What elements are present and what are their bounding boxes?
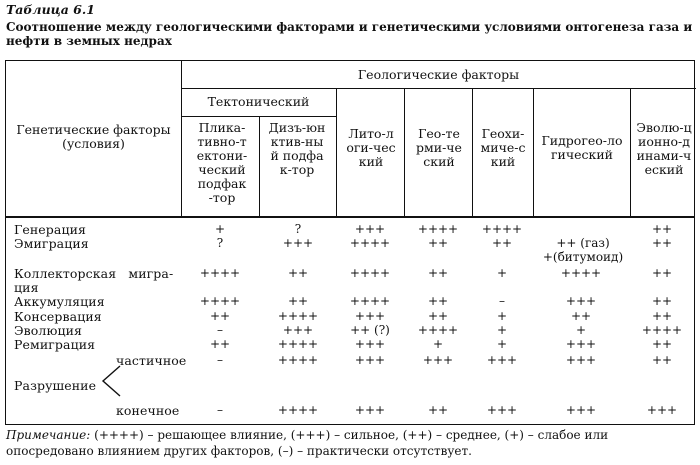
group-header: Геологические факторы xyxy=(357,67,520,82)
table-cell: ++ xyxy=(427,236,449,250)
table-cell: +++ xyxy=(282,236,314,250)
table-cell: ++++ xyxy=(277,353,319,367)
table-cell: ++++ xyxy=(277,337,319,351)
table-cell: ? xyxy=(294,222,302,236)
divider xyxy=(6,216,694,218)
table-cell: +++ xyxy=(565,353,597,367)
table-cell: ++++ xyxy=(277,403,319,417)
table-cell: – xyxy=(217,353,223,367)
data-table xyxy=(5,60,695,425)
table-cell: +++ xyxy=(422,353,454,367)
note-text: (++++) – решающее влияние, (+++) – сильное, (++) – среднее, (+) – слабое или опосредовано влиянием других факторов, (–) – практически отсутствует. xyxy=(6,428,609,458)
table-cell: +++ xyxy=(354,222,386,236)
table-cell: ++ xyxy=(491,236,513,250)
table-cell: ++++ xyxy=(199,294,241,308)
table-cell: + xyxy=(432,337,444,351)
brace-icon xyxy=(100,364,122,398)
table-cell: ++ xyxy=(427,403,449,417)
table-cell: ++ xyxy=(287,294,309,308)
table-cell: ++ xyxy=(287,266,309,280)
table-cell: ++++ xyxy=(199,266,241,280)
table-title: Соотношение между геологическими факторами и генетическими условиями онтогенеза газа и нефти в земных недрах xyxy=(6,20,693,48)
table-cell: ++ xyxy=(209,337,231,351)
table-cell: +++ xyxy=(354,353,386,367)
table-cell: ++ xyxy=(651,266,673,280)
row-label: ция xyxy=(14,280,39,295)
divider xyxy=(181,88,696,89)
table-cell: ++++ xyxy=(349,294,391,308)
table-cell: ++ xyxy=(209,309,231,323)
destruction-label: Разрушение xyxy=(14,378,97,393)
table-cell: ++ xyxy=(651,236,673,250)
col-header-disjunctive: Дизъ-юнктив-ный подфак-тор xyxy=(268,120,326,177)
divider xyxy=(181,61,182,216)
table-cell: +++ xyxy=(646,403,678,417)
row-label: Консервация xyxy=(14,309,102,324)
table-cell: ++++ xyxy=(560,266,602,280)
col-header-geothermal: Гео-терми-ческий xyxy=(416,126,462,169)
table-note xyxy=(6,427,696,459)
table-caption: Таблица 6.1 xyxy=(6,2,95,17)
table-cell: +++ xyxy=(565,294,597,308)
destruction-partial-label: частичное xyxy=(116,353,187,368)
divider xyxy=(259,116,260,216)
table-cell: +++ xyxy=(565,403,597,417)
table-cell: + xyxy=(496,266,508,280)
divider xyxy=(336,88,337,216)
table-cell: +++ xyxy=(486,403,518,417)
table-cell: ++ (?) xyxy=(350,323,390,337)
row-header: Генетические факторы (условия) xyxy=(16,122,171,151)
row-label: Аккумуляция xyxy=(14,294,105,309)
table-cell: + xyxy=(575,323,587,337)
table-cell: ++ xyxy=(427,294,449,308)
table-cell: + xyxy=(496,323,508,337)
table-cell: ++ xyxy=(427,309,449,323)
destruction-final-label: конечное xyxy=(116,403,180,418)
table-cell: ++++ xyxy=(641,323,683,337)
col-header-geochemical: Геохи-миче-ский xyxy=(480,126,526,169)
table-cell: ++ xyxy=(651,353,673,367)
table-cell: +++ xyxy=(354,403,386,417)
tectonic-header: Тектонический xyxy=(207,94,310,109)
table-cell: +++ xyxy=(282,323,314,337)
divider xyxy=(630,88,631,216)
table-cell: +++ xyxy=(354,337,386,351)
table-cell: – xyxy=(217,403,223,417)
table-cell: ++ xyxy=(427,266,449,280)
col-header-plicative: Плика-тивно-тектони-ческий подфак-тор xyxy=(196,120,248,205)
table-cell: ? xyxy=(216,236,224,250)
table-cell: ++ (газ) xyxy=(556,236,610,250)
note-lead: Примечание: xyxy=(6,428,91,442)
divider xyxy=(472,88,473,216)
table-cell: +++ xyxy=(486,353,518,367)
table-cell: ++++ xyxy=(277,309,319,323)
divider xyxy=(533,88,534,216)
table-cell: ++++ xyxy=(481,222,523,236)
table-cell: – xyxy=(499,294,505,308)
table-cell: +++ xyxy=(565,337,597,351)
col-header-hydrogeological: Гидрогео-логический xyxy=(541,133,623,162)
row-label: Эволюция xyxy=(14,323,83,338)
divider xyxy=(404,88,405,216)
table-cell: ++++ xyxy=(349,266,391,280)
row-label: Коллекторская мигра- xyxy=(14,266,174,281)
row-label: Эмиграция xyxy=(14,236,89,251)
table-cell: – xyxy=(217,323,223,337)
col-header-evolutionary: Эволю-ционно-динами-ческий xyxy=(636,120,692,177)
table-cell: + xyxy=(496,309,508,323)
table-cell: +++ xyxy=(354,309,386,323)
table-cell: +(битумоид) xyxy=(542,250,624,264)
table-cell: ++ xyxy=(651,294,673,308)
row-label: Ремиграция xyxy=(14,337,96,352)
table-cell: ++ xyxy=(570,309,592,323)
table-cell: ++ xyxy=(651,309,673,323)
row-label: Генерация xyxy=(14,222,87,237)
col-header-lithologic: Лито-логи-ческий xyxy=(346,126,396,169)
table-cell: ++++ xyxy=(417,222,459,236)
table-cell: ++++ xyxy=(417,323,459,337)
table-cell: + xyxy=(496,337,508,351)
table-cell: ++ xyxy=(651,337,673,351)
table-cell: + xyxy=(214,222,226,236)
table-cell: ++ xyxy=(651,222,673,236)
table-cell: ++++ xyxy=(349,236,391,250)
